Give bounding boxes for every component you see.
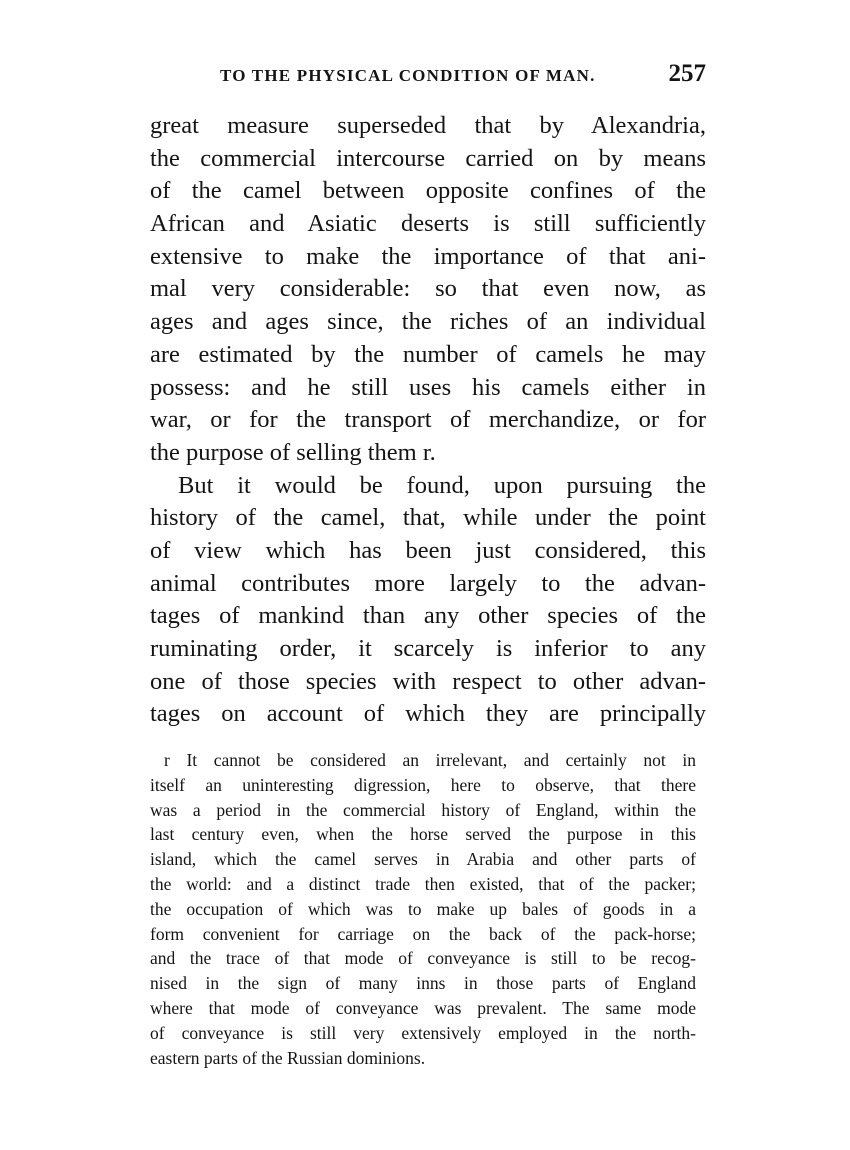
running-title: TO THE PHYSICAL CONDITION OF MAN. — [220, 66, 596, 85]
page-number: 257 — [668, 60, 706, 87]
text-line: history of the camel, that, while under the point — [150, 504, 706, 532]
text-line: mal very considerable: so that even now, as — [150, 275, 706, 303]
text-line: extensive to make the importance of that ani- — [150, 242, 706, 270]
text-line: ruminating order, it scarcely is inferior to any — [150, 635, 706, 662]
footnote-line: and the trace of that mode of conveyance is still to be recog- — [150, 948, 696, 969]
footnote-line: itself an uninteresting digression, here to observe, that there — [150, 774, 696, 795]
text-line: the commercial intercourse carried on by means — [150, 144, 706, 172]
footnote-line: island, which the camel serves in Arabia and other parts of — [150, 849, 696, 870]
text-line: are estimated by the number of camels he may — [150, 340, 706, 368]
footnote-line: last century even, when the horse served the purpose in this — [150, 824, 696, 845]
text-line: ages and ages since, the riches of an individual — [150, 308, 706, 336]
text-line: possess: and he still uses his camels either in — [150, 373, 706, 401]
footnote-line: nised in the sign of many inns in those parts of England — [150, 973, 696, 994]
footnote-line: where that mode of conveyance was prevalent. The same mode — [150, 997, 696, 1018]
text-line: But it would be found, upon pursuing the — [178, 471, 706, 499]
footnote-line: the world: and a distinct trade then existed, that of the packer; — [150, 873, 696, 894]
text-line: the purpose of selling them r. — [150, 438, 436, 466]
text-line: of view which has been just considered, this — [150, 536, 706, 564]
text-line: animal contributes more largely to the advan- — [150, 569, 706, 597]
body-text — [150, 110, 706, 731]
footnote-line: form convenient for carriage on the back of the pack-horse; — [150, 923, 696, 944]
text-line: one of those species with respect to other advan- — [150, 667, 706, 695]
text-line: tages of mankind than any other species of the — [150, 602, 706, 630]
footnotes — [150, 748, 696, 1070]
text-line: tages on account of which they are principally — [150, 700, 706, 728]
running-header — [150, 60, 706, 94]
text-line: great measure superseded that by Alexandria, — [150, 112, 706, 139]
text-line: of the camel between opposite confines of the — [150, 177, 706, 205]
footnote-line: the occupation of which was to make up bales of goods in a — [150, 898, 696, 919]
footnote-line: of conveyance is still very extensively employed in the north- — [150, 1022, 696, 1043]
footnote-line: eastern parts of the Russian dominions. — [150, 1047, 426, 1068]
text-line: war, or for the transport of merchandize, or for — [150, 406, 706, 434]
footnote-line: r It cannot be considered an irrelevant, and certainly not in — [164, 750, 696, 770]
footnote-line: was a period in the commercial history of England, within the — [150, 799, 696, 820]
text-line: African and Asiatic deserts is still sufficiently — [150, 210, 706, 238]
